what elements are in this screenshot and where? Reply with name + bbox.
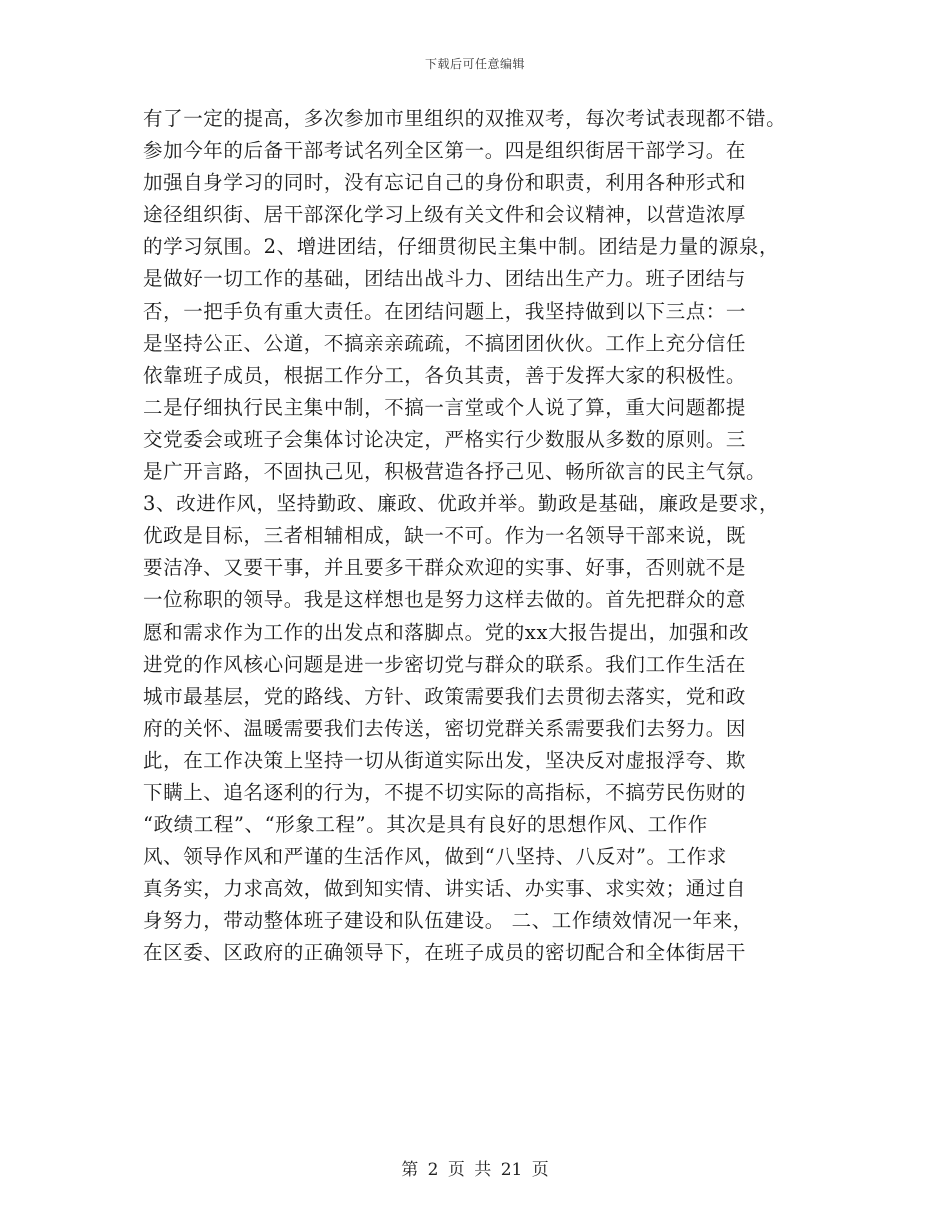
text-line: 真务实，力求高效，做到知实情、讲实话、办实事、求实效；通过自 [143, 877, 747, 901]
text-line: 是做好一切工作的基础，团结出战斗力、团结出生产力。班子团结与 [143, 267, 747, 291]
text-line: 是广开言路，不固执己见，积极营造各抒己见、畅所欲言的民主气氛。 [143, 460, 767, 484]
text-line: 有了一定的提高，多次参加市里组织的双推双考，每次考试表现都不错。 [143, 107, 787, 130]
page-header: 下载后可任意编辑 [424, 57, 525, 71]
text-line: 要洁净、又要干事，并且要多干群众欢迎的实事、好事，否则就不是 [143, 556, 747, 580]
text-line: 身努力，带动整体班子建设和队伍建设。 二、工作绩效情况一年来， [143, 909, 753, 933]
text-line: 否，一把手负有重大责任。在团结问题上，我坚持做到以下三点：一 [143, 299, 747, 323]
text-line: 府的关怀、温暖需要我们去传送，密切党群关系需要我们去努力。因 [143, 716, 747, 740]
text-line: 加强自身学习的同时，没有忘记自己的身份和职责，利用各种形式和 [143, 171, 747, 195]
text-line: 此，在工作决策上坚持一切从街道实际出发，坚决反对虚报浮夸、欺 [143, 748, 747, 772]
text-line: 参加今年的后备干部考试名列全区第一。四是组织街居干部学习。在 [143, 139, 747, 163]
text-line: 风、领导作风和严谨的生活作风，做到“八坚持、八反对”。工作求 [143, 845, 727, 869]
text-line: 依靠班子成员，根据工作分工，各负其责，善于发挥大家的积极性。 [143, 363, 747, 387]
text-line: 优政是目标，三者相辅相成，缺一不可。作为一名领导干部来说，既 [143, 524, 747, 548]
text-line: 交党委会或班子会集体讨论决定，严格实行少数服从多数的原则。三 [143, 427, 747, 451]
text-line: 在区委、区政府的正确领导下，在班子成员的密切配合和全体街居干 [143, 941, 747, 965]
text-line: 的学习氛围。2、增进团结，仔细贯彻民主集中制。团结是力量的源泉， [143, 235, 780, 259]
page-number-footer: 第 2 页 共 21 页 [401, 1160, 549, 1180]
text-line: 二是仔细执行民主集中制，不搞一言堂或个人说了算，重大问题都提 [143, 395, 747, 419]
text-line: “政绩工程”、“形象工程”。其次是具有良好的思想作风、工作作 [143, 813, 708, 837]
text-line: 城市最基层，党的路线、方针、政策需要我们去贯彻去落实，党和政 [143, 684, 747, 708]
text-line: 下瞒上、追名逐利的行为，不提不切实际的高指标，不搞劳民伤财的 [143, 780, 747, 804]
text-line: 3、改进作风，坚持勤政、廉政、优政并举。勤政是基础，廉政是要求， [143, 492, 780, 516]
body-text [143, 103, 811, 970]
text-line: 进党的作风核心问题是进一步密切党与群众的联系。我们工作生活在 [143, 652, 747, 676]
text-line: 一位称职的领导。我是这样想也是努力这样去做的。首先把群众的意 [143, 588, 747, 612]
text-line: 是坚持公正、公道，不搞亲亲疏疏，不搞团团伙伙。工作上充分信任 [143, 331, 747, 355]
text-line: 途径组织街、居干部深化学习上级有关文件和会议精神，以营造浓厚 [143, 203, 747, 227]
text-line: 愿和需求作为工作的出发点和落脚点。党的xx大报告提出，加强和改 [143, 620, 750, 644]
